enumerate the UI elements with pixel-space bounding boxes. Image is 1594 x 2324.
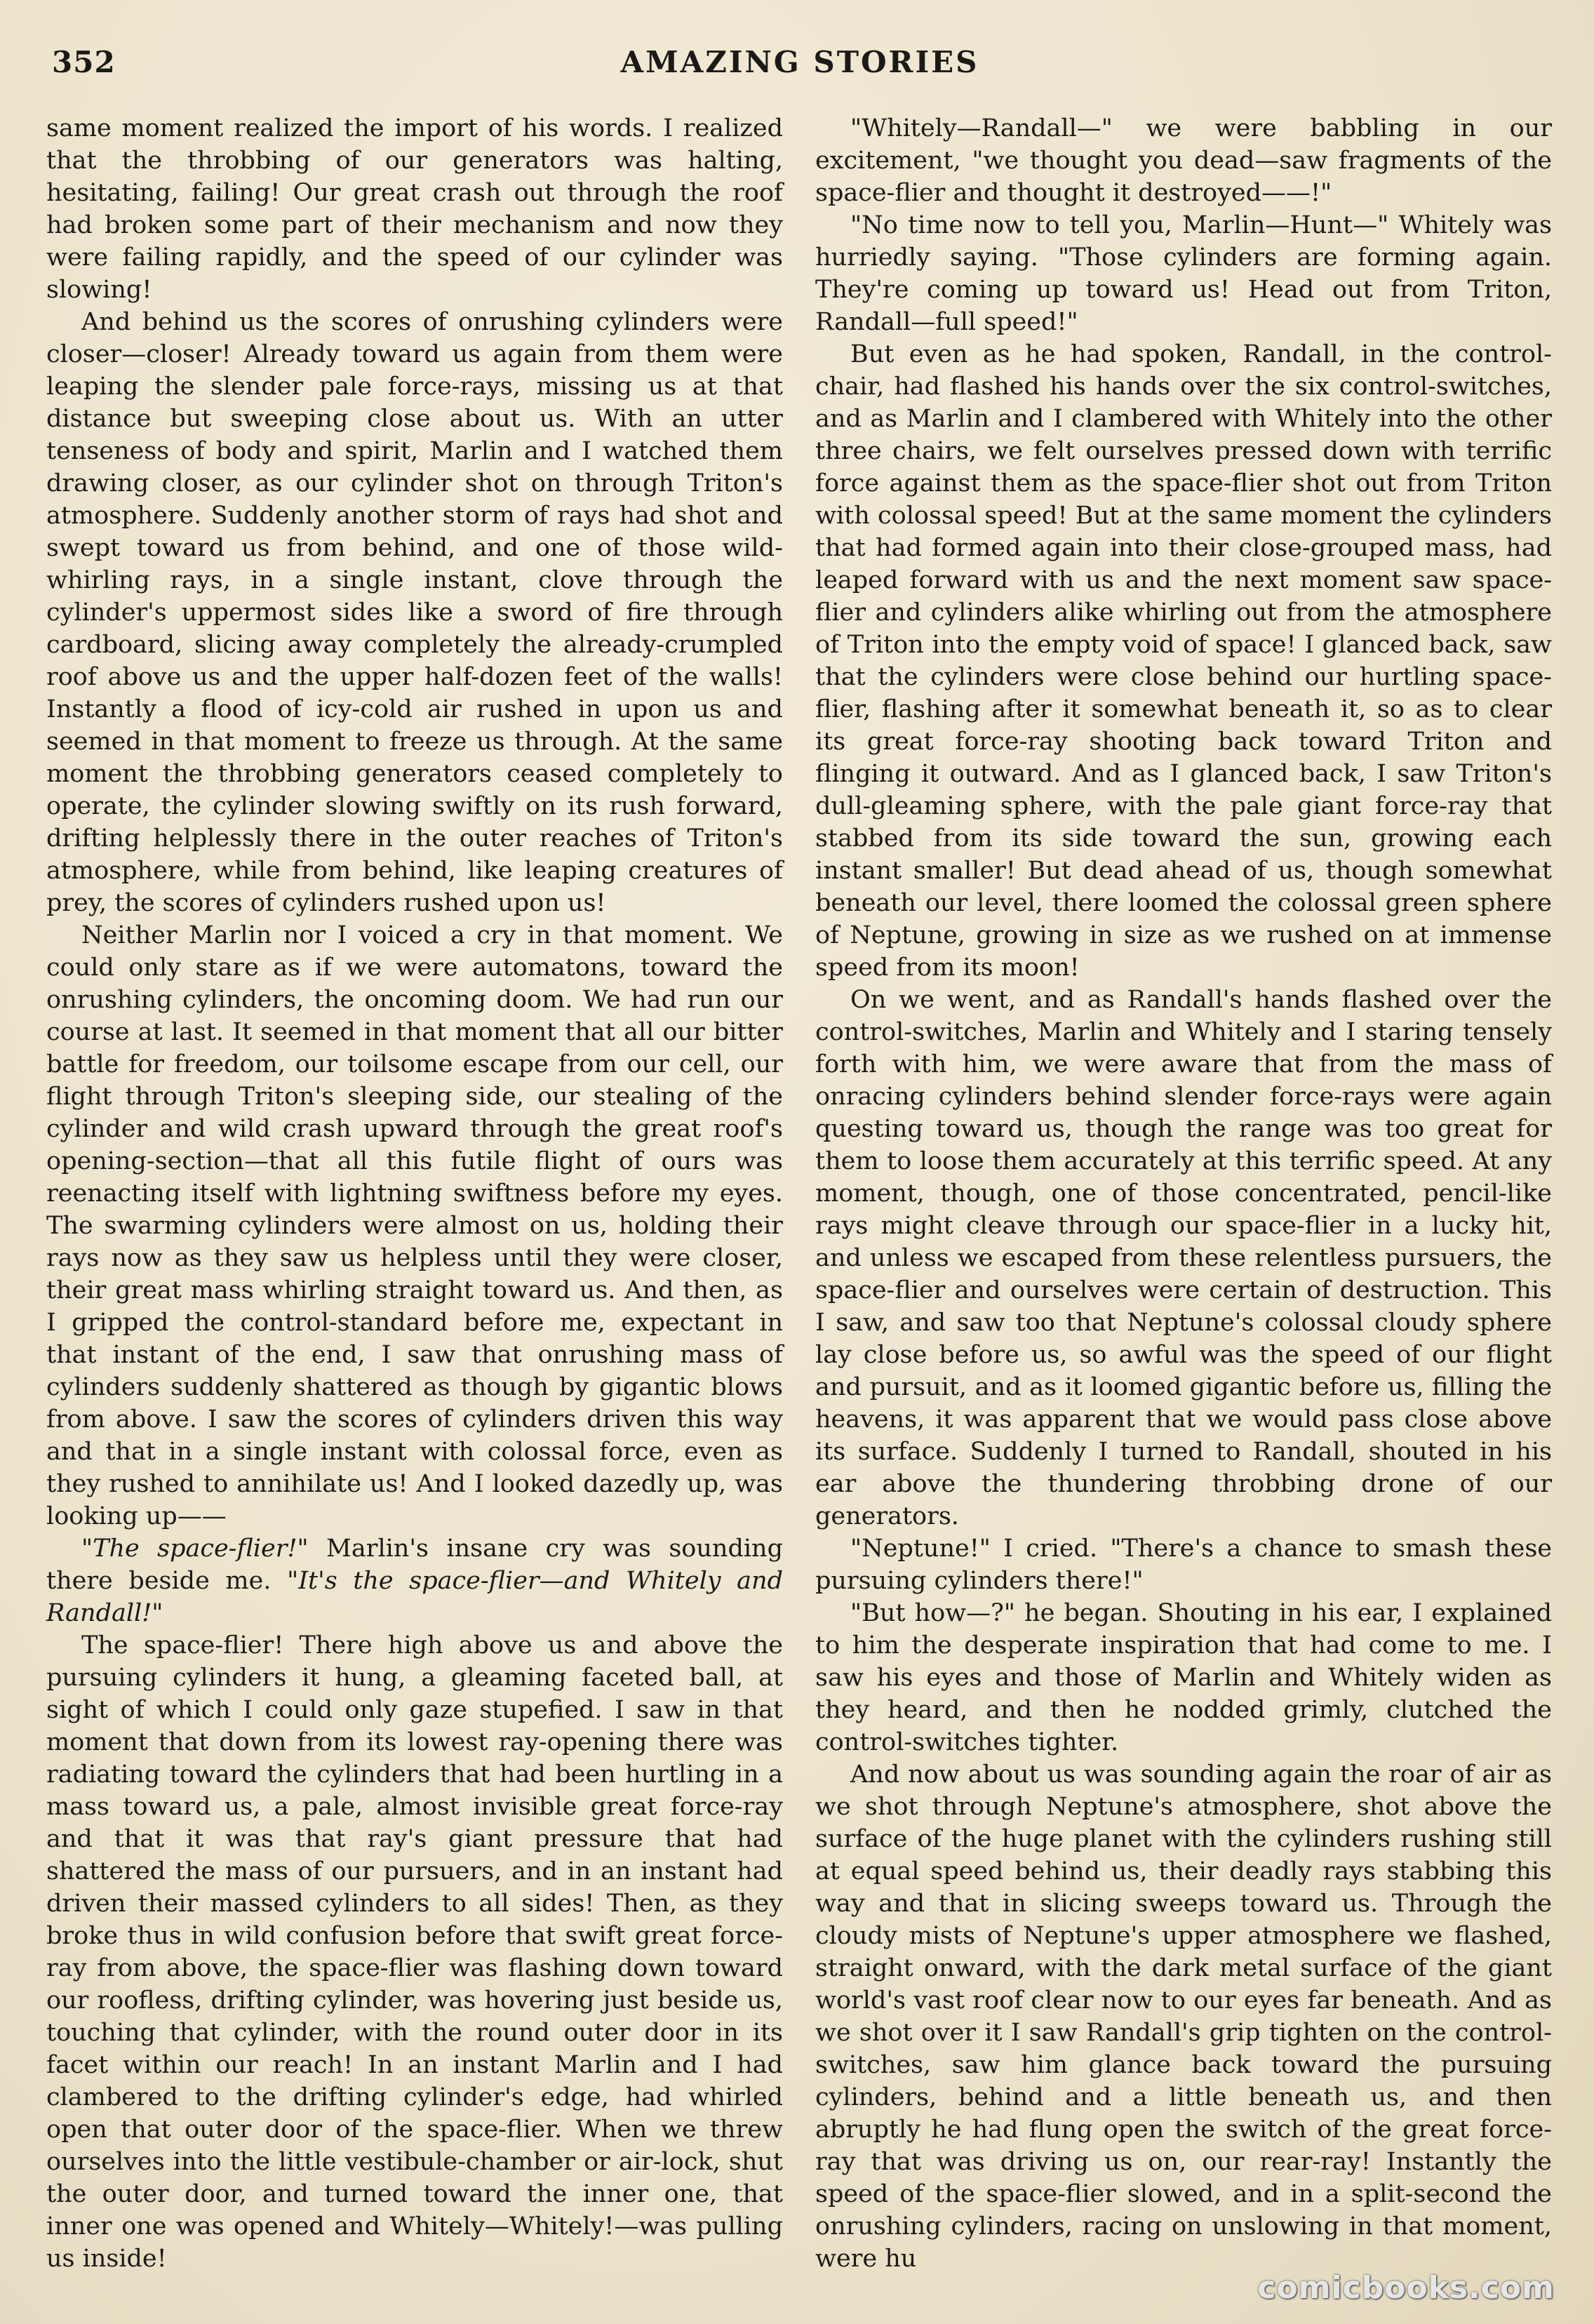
italic-quote: "It's the space-flier—and Whitely and Randall!" bbox=[46, 1567, 783, 1627]
left-text-column bbox=[46, 112, 783, 2275]
running-head: AMAZING STORIES bbox=[620, 45, 979, 79]
paragraph: But even as he had spoken, Randall, in the control-chair, had flashed his hands over the six control-switches, and as Marlin and I clambered with Whitely into the other three chairs, we felt ourselves pressed down with terrific force against them as the space-flier shot out from Triton with colossal speed! But at the same moment the cylinders that had formed again into their close-grouped mass, had leaped forward with us and the next moment saw space-flier and cylinders alike whirling out from the atmosphere of Triton into the empty void of space! I glanced back, saw that the cylinders were close behind our hurtling space-flier, flashing after it somewhat beneath it, so as to clear its great force-ray shooting back toward Triton and flinging it outward. And as I glanced back, I saw Triton's dull-gleaming sphere, with the pale giant force-ray that stabbed from its side toward the sun, growing each instant smaller! But dead ahead of us, though somewhat beneath our level, there loomed the colossal green sphere of Neptune, growing in size as we rushed on at immense speed from its moon! bbox=[815, 340, 1552, 982]
page-header bbox=[49, 45, 1551, 87]
paragraph: same moment realized the import of his words. I realized that the throbbing of our generators was halting, hesitating, failing! Our great crash out through the roof had broken some part of their mechanism and now they were failing rapidly, and the speed of our cylinder was slowing! bbox=[46, 114, 783, 304]
paragraph: On we went, and as Randall's hands flashed over the control-switches, Marlin and Whitely and I staring tensely forth with him, we were aware that from the mass of onracing cylinders behind slender force-rays were again questing toward us, though the range was too great for them to loose them accurately at this terrific speed. At any moment, though, one of those concentrated, pencil-like rays might cleave through our space-flier in a lucky hit, and unless we escaped from these relentless pursuers, the space-flier and ourselves were certain of destruction. This I saw, and saw too that Neptune's colossal cloudy sphere lay close before us, so awful was the speed of our flight and pursuit, and as it loomed gigantic before us, filling the heavens, it was apparent that we would pass close above its surface. Suddenly I turned to Randall, shouted in his ear above the thundering throbbing drone of our generators. bbox=[815, 986, 1552, 1530]
paragraph: "But how—?" he began. Shouting in his ear, I explained to him the desperate inspiration that had come to me. I saw his eyes and those of Marlin and Whitely widen as they heard, and then he nodded grimly, clutched the control-switches tighter. bbox=[815, 1599, 1552, 1756]
paragraph: And now about us was sounding again the roar of air as we shot through Neptune's atmosphere, shot above the surface of the huge planet with the cylinders rushing still at equal speed behind us, their deadly rays stabbing this way and that in slicing sweeps toward us. Through the cloudy mists of Neptune's upper atmosphere we flashed, straight onward, with the dark metal surface of the giant world's vast roof clear now to our eyes far beneath. And as we shot over it I saw Randall's grip tighten on the control-switches, saw him glance back toward the pursuing cylinders, behind and a little beneath us, and then abruptly he had flung open the switch of the great force-ray that was driving us on, our rear-ray! Instantly the speed of the space-flier slowed, and in a split-second the onrushing cylinders, racing on unslowing in that moment, were hu bbox=[815, 1761, 1552, 2273]
paragraph: The space-flier! There high above us and above the pursuing cylinders it hung, a gleaming faceted ball, at sight of which I could only gaze stupefied. I saw in that moment that down from its lowest ray-opening there was radiating toward the cylinders that had been hurtling in a mass toward us, a pale, almost invisible great force-ray and that it was that ray's giant pressure that had shattered the mass of our pursuers, and in an instant had driven their massed cylinders to all sides! Then, as they broke thus in wild confusion before that swift great force-ray from above, the space-flier was flashing down toward our roofless, drifting cylinder, was hovering just beside us, touching that cylinder, with the round outer door in its facet within our reach! In an instant Marlin and I had clambered to the drifting cylinder's edge, had whirled open that outer door of the space-flier. When we threw ourselves into the little vestibule-chamber or air-lock, shut the outer door, and turned toward the inner one, that inner one was opened and Whitely—Whitely!—was pulling us inside! bbox=[46, 1631, 783, 2273]
watermark-logo: comicbooks.com bbox=[1257, 2270, 1555, 2306]
page-number: 352 bbox=[52, 45, 116, 79]
right-text-column bbox=[815, 112, 1552, 2275]
paragraph bbox=[46, 1532, 783, 1629]
paragraph: "Neptune!" I cried. "There's a chance to smash these pursuing cylinders there!" bbox=[815, 1535, 1552, 1595]
italic-quote: "The space-flier!" bbox=[81, 1535, 309, 1563]
paragraph: And behind us the scores of onrushing cylinders were closer—closer! Already toward us again from them were leaping the slender pale force-rays, missing us at that distance but sweeping close about us. With an utter tenseness of body and spirit, Marlin and I watched them drawing closer, as our cylinder shot on through Triton's atmosphere. Suddenly another storm of rays had shot and swept toward us from behind, and one of those wild-whirling rays, in a single instant, clove through the cylinder's uppermost sides like a sword of fire through cardboard, slicing away completely the already-crumpled roof above us and the upper half-dozen feet of the walls! Instantly a flood of icy-cold air rushed in upon us and seemed in that moment to freeze us through. At the same moment the throbbing generators ceased completely to operate, the cylinder slowing swiftly on its rush forward, drifting helplessly there in the outer reaches of Triton's atmosphere, while from behind, like leaping creatures of prey, the scores of cylinders rushed upon us! bbox=[46, 308, 783, 917]
paragraph: "Whitely—Randall—" we were babbling in our excitement, "we thought you dead—saw fragments of the space-flier and thought it destroyed——!" bbox=[815, 114, 1552, 207]
paragraph: "No time now to tell you, Marlin—Hunt—" Whitely was hurriedly saying. "Those cylinders are forming again. They're coming up toward us! Head out from Triton, Randall—full speed!" bbox=[815, 211, 1552, 336]
paragraph: Neither Marlin nor I voiced a cry in that moment. We could only stare as if we were automatons, toward the onrushing cylinders, the oncoming doom. We had run our course at last. It seemed in that moment that all our bitter battle for freedom, our toilsome escape from our cell, our flight through Triton's sleeping side, our stealing of the cylinder and wild crash upward through the great roof's opening-section—that all this futile flight of ours was reenacting itself with lightning swiftness before my eyes. The swarming cylinders were almost on us, holding their rays now as they saw us helpless until they were closer, their great mass whirling straight toward us. And then, as I gripped the control-standard before me, expectant in that instant of the end, I saw that onrushing mass of cylinders suddenly shattered as though by gigantic blows from above. I saw the scores of cylinders driven this way and that in a single instant with colossal force, even as they rushed to annihilate us! And I looked dazedly up, was looking up—— bbox=[46, 921, 783, 1530]
paragraph-text: Marlin's insane cry was sounding there beside me. bbox=[46, 1535, 784, 1595]
